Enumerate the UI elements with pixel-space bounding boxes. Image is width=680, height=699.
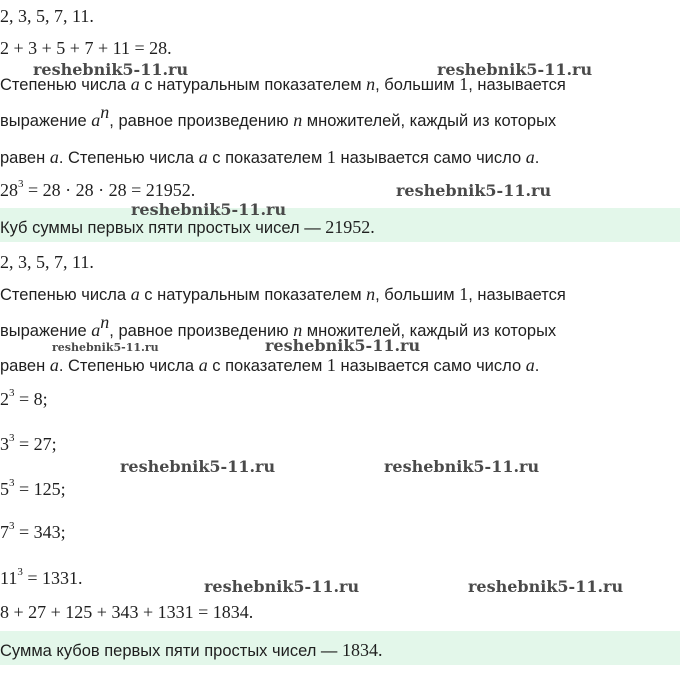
definition-line-2a: Степенью числа a с натуральным показателем n, большим 1, называется — [0, 284, 566, 304]
cube-line-11: $11^3 = 1331$. — [0, 566, 83, 588]
watermark: reshebnik5-11.ru — [52, 341, 159, 354]
primes-line-2: 2, 3, 5, 7, 11. — [0, 252, 94, 272]
watermark: reshebnik5-11.ru — [120, 457, 276, 476]
answer-text-1: Куб суммы первых пяти простых чисел — 21952. — [0, 217, 375, 237]
definition-line-1b: выражение $a^n$, равное произведению n множителей, каждый из которых — [0, 101, 557, 130]
watermark: reshebnik5-11.ru — [384, 457, 540, 476]
watermark: reshebnik5-11.ru — [204, 577, 360, 596]
watermark: reshebnik5-11.ru — [265, 336, 421, 355]
sum-of-cubes-line: 8 + 27 + 125 + 343 + 1331 = 1834. — [0, 602, 254, 622]
definition-line-1a: Степенью числа a с натуральным показателем n, большим 1, называется — [0, 74, 566, 94]
watermark: reshebnik5-11.ru — [33, 60, 189, 79]
watermark: reshebnik5-11.ru — [437, 60, 593, 79]
definition-line-2b: выражение $a^n$, равное произведению n множителей, каждый из которых — [0, 311, 557, 340]
answer-highlight-2 — [0, 631, 680, 665]
definition-line-2c: равен a. Степенью числа a с показателем 1 называется само число a. — [0, 355, 540, 375]
cube-line-5: $5^3 = 125$; — [0, 477, 66, 499]
cube-line-2: $2^3 = 8$; — [0, 387, 48, 409]
cube-line-7: $7^3 = 343$; — [0, 520, 66, 542]
cube-line-1: $28^3 = 28 \cdot 28 \cdot 28 = 21952$. — [0, 178, 196, 200]
watermark: reshebnik5-11.ru — [396, 181, 552, 200]
sum-line-1: 2 + 3 + 5 + 7 + 11 = 28. — [0, 38, 172, 58]
definition-line-1c: равен a. Степенью числа a с показателем 1 называется само число a. — [0, 147, 540, 167]
answer-highlight-1 — [0, 208, 680, 242]
watermark: reshebnik5-11.ru — [468, 577, 624, 596]
primes-line-1: 2, 3, 5, 7, 11. — [0, 6, 94, 26]
watermark: reshebnik5-11.ru — [131, 200, 287, 219]
answer-text-2: Сумма кубов первых пяти простых чисел — 1834. — [0, 640, 383, 660]
cube-line-3: $3^3 = 27$; — [0, 432, 57, 454]
